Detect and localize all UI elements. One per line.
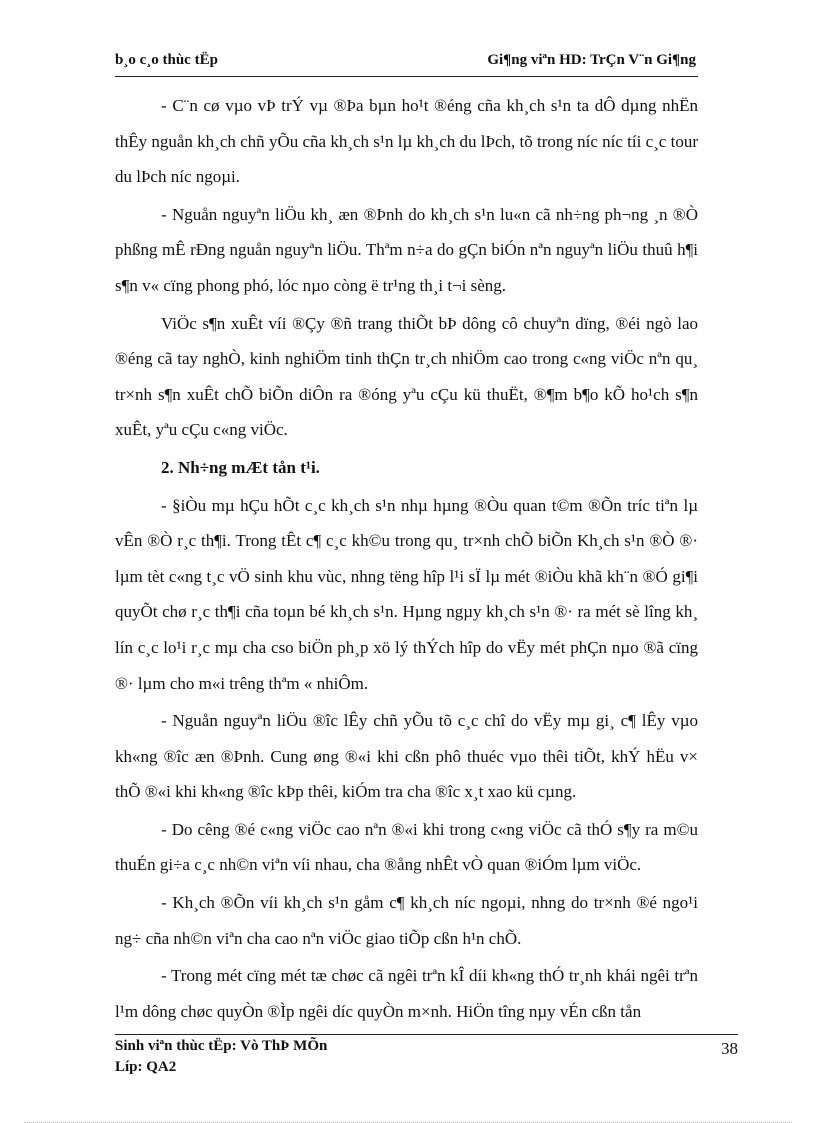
footer-class: Líp: QA2 xyxy=(115,1059,177,1075)
body-paragraph: - §iÒu mµ hÇu hÕt c¸c kh¸ch s¹n nhµ hµng ®Òu quan t©m ®Õn tríc tiªn lµ vÊn ®Ò r¸c th¶i. Trong tÊt c¶ c¸c kh©u trong qu¸ tr×nh chÕ biÕn Kh¸ch s¹n ®Ò ®· lµm tèt c«ng t¸c vÖ sinh khu vùc, nhng tëng hîp l¹i sÏ lµ mét ®iÒu khã kh¨n ®Ó gi¶i quyÕt chø r¸c th¶i cña toµn bé kh¸ch s¹n. Hµng ngµy kh¸ch s¹n ®· ra mét sè lîng kh¸ lín c¸c lo¹i r¸c mµ cha cso biÖn ph¸p xö lý thÝch hîp do vËy mét phÇn nµo ®ã cïng ®· lµm cho m«i trêng thªm « nhiÔm. xyxy=(115,495,698,693)
header-rule xyxy=(115,76,698,77)
footer-rule xyxy=(115,1034,738,1035)
page-footer xyxy=(115,1036,738,1078)
body-paragraph: - Do cêng ®é c«ng viÖc cao nªn ®«i khi trong c«ng viÖc cã thÓ s¶y ra m©u thuÉn gi÷a c¸c nh©n viªn víi nhau, cha ®ång nhÊt vÒ quan ®iÓm lµm viÖc. xyxy=(115,819,698,875)
body-paragraph: - Nguån nguyªn liÖu kh¸ æn ®Þnh do kh¸ch s¹n lu«n cã nh÷ng ph¬ng ¸n ®Ò phßng mÊ rÐng nguån nguyªn liÖu. Thªm n÷a do gÇn biÓn nªn nguyªn liÖu thuû h¶i s¶n v« cïng phong phó, lóc nµo còng ë tr¹ng th¸i t¬i sèng. xyxy=(115,204,698,295)
body-paragraph: - Nguån nguyªn liÖu ®îc lÊy chñ yÕu tõ c¸c chî do vËy mµ gi¸ c¶ lÊy vµo kh«ng ®îc æn ®Þnh. Cung øng ®«i khi cßn phô thuéc vµo thêi tiÕt, khÝ hËu v× thÕ ®«i khi kh«ng ®îc kÞp thêi, kiÓm tra cha ®îc x¸t xao kü cµng. xyxy=(115,711,698,802)
body-paragraph: - Kh¸ch ®Õn víi kh¸ch s¹n gåm c¶ kh¸ch níc ngoµi, nhng do tr×nh ®é ngo¹i ng÷ cña nh©n viªn cha cao nªn viÖc giao tiÕp cßn h¹n chÕ. xyxy=(115,893,698,948)
footer-student: Sinh viªn thùc tËp: Vò ThÞ MÕn xyxy=(115,1038,328,1054)
body-paragraph: ViÖc s¶n xuÊt víi ®Çy ®ñ trang thiÕt bÞ dông cô chuyªn dïng, ®éi ngò lao ®éng cã tay nghÒ, kinh nghiÖm tinh thÇn tr¸ch nhiÖm cao trong c«ng viÖc nªn qu¸ tr×nh s¶n xuÊt chÕ biÕn diÔn ra ®óng yªu cÇu kü thuËt, ®¶m b¶o kÕ ho¹ch s¶n xuÊt, yªu cÇu c«ng viÖc. xyxy=(115,313,698,440)
body-paragraph: - Trong mét cïng mét tæ chøc cã ngêi trªn kÎ díi kh«ng thÓ tr¸nh khái ngêi trªn l¹m dông chøc quyÒn ®Ìp ngêi díc quyÒn m×nh. HiÖn tîng nµy vÉn cßn tån xyxy=(115,966,698,1021)
page-header xyxy=(115,52,696,74)
page-body xyxy=(115,88,698,1031)
section-heading: 2. Nh÷ng mÆt tån t¹i. xyxy=(161,457,320,477)
page-number: 38 xyxy=(721,1039,738,1058)
header-supervisor: Gi¶ng viªn HD: TrÇn V¨n Gi¶ng xyxy=(487,52,696,68)
header-report-title: b¸o c¸o thùc tËp xyxy=(115,52,218,68)
body-paragraph: - C¨n cø vµo vÞ trÝ vµ ®Þa bµn ho¹t ®éng cña kh¸ch s¹n ta dÔ dµng nhËn thÊy nguån kh¸ch chñ yÕu cña kh¸ch s¹n lµ kh¸ch du lÞch, tõ trong níc níc tíi c¸c tour du lÞch níc ngoµi. xyxy=(115,96,698,187)
